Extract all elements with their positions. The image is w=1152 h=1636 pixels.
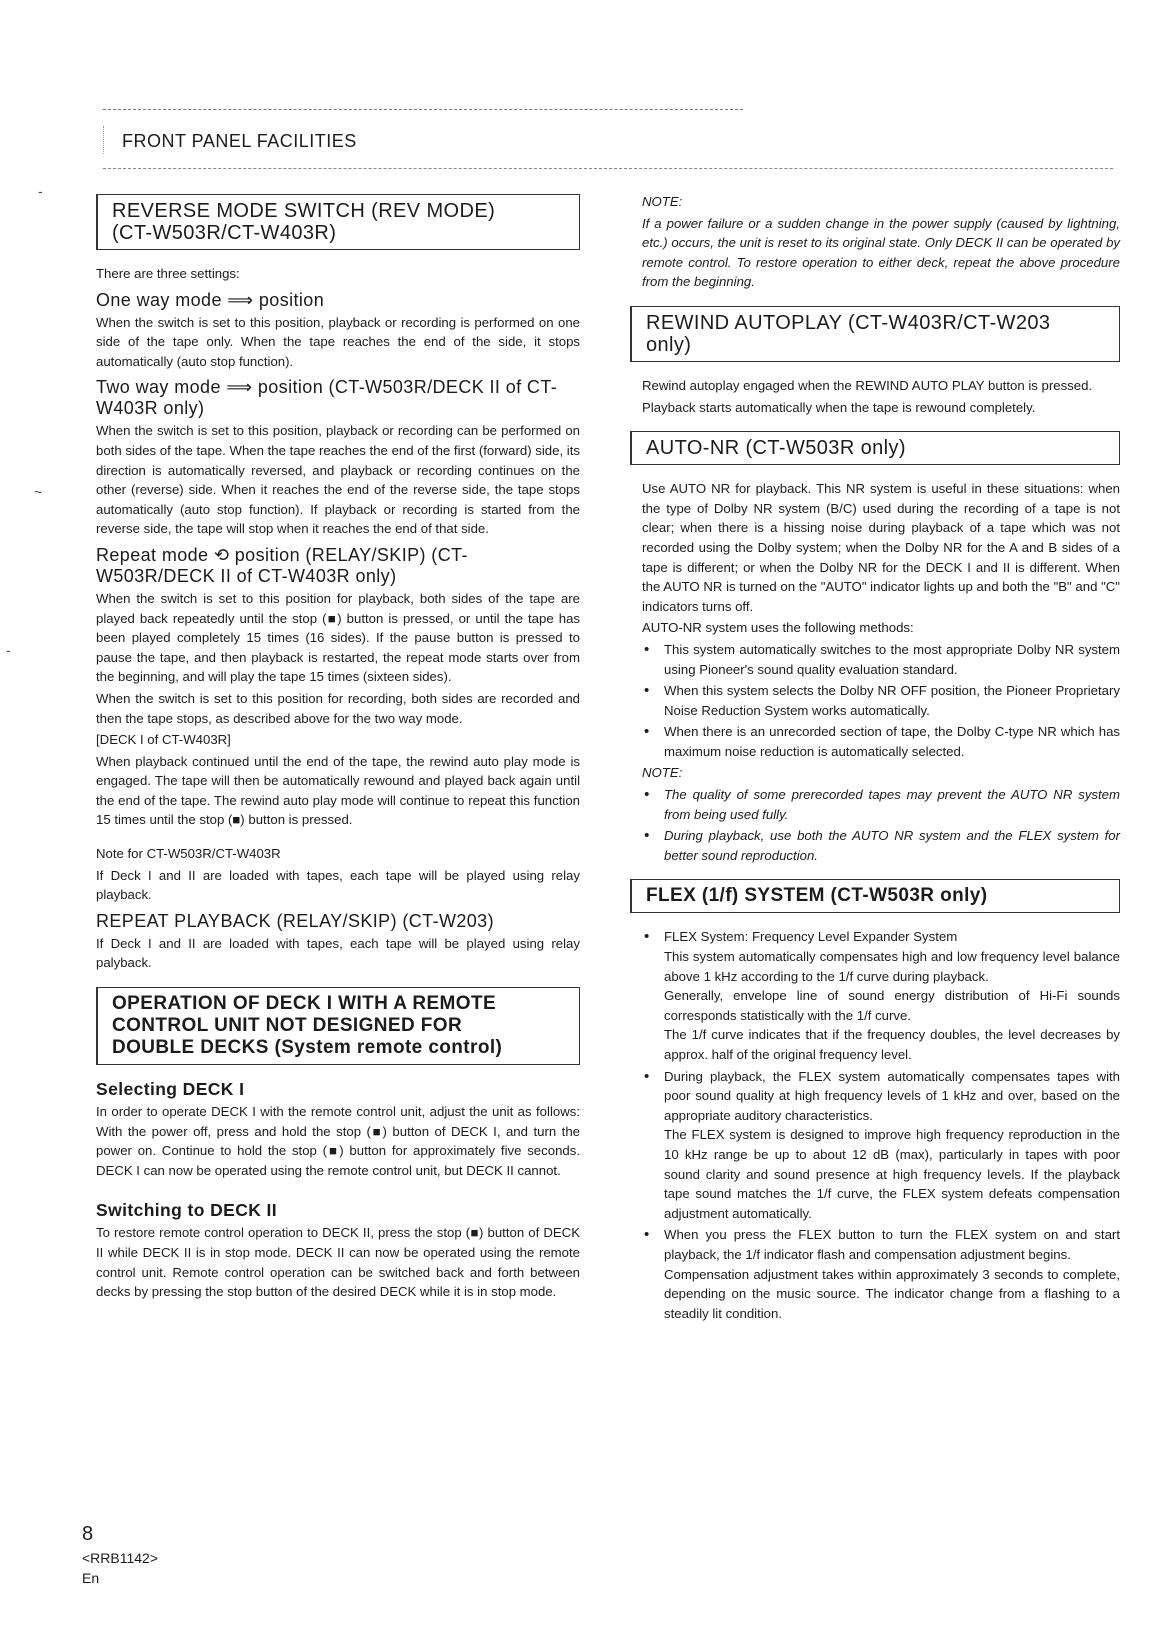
scan-mark: - [6,642,11,658]
operation-heading-line1: OPERATION OF DECK I WITH A REMOTE [112,993,497,1015]
flex-bullet-2-p1: • During playback, the FLEX system automatically compensates tapes with poor sound quality at high frequency levels of 1 kHz and over, based on the appropriate auditory characteristics. [664,1068,1120,1123]
repeat-note-label: Note for CT-W503R/CT-W403R [96,846,281,862]
auto-nr-note-bullets [642,785,1120,865]
header-divider [103,126,104,154]
spacer [96,975,580,987]
repeat-note-body: If Deck I and II are loaded with tapes, each tape will be played using relay playback. [96,867,580,903]
list-item [664,927,1120,1064]
rewind-heading-line2: only) [646,333,692,356]
repeat-body-1: When the switch is set to this position for playback, both sides of the tape are played back repeatedly until the stop (■) button is pressed, or until the tape has been played completely 15 times (16 sides). If the pause button is pressed to pause the tape, and then playback is restarted, the repeat mode starts over from the beginning, and will play the tape 15 times (sixteen sides). [96,590,580,685]
two-way-heading: Two way mode ⟹ position (CT-W503R/DECK II of CT-W403R only) [96,377,558,419]
repeat-deck-label: [DECK I of CT-W403R] [96,732,231,748]
repeat-heading: Repeat mode ⟲ position (RELAY/SKIP) (CT-W503R/DECK II of CT-W403R only) [96,544,468,586]
reverse-mode-heading-box [96,194,580,250]
flex-bullet-3-p1: • When you press the FLEX button to turn the FLEX system on and start playback, the 1/f indicator flash and compensation adjustment begins. [664,1227,1120,1262]
spacer [642,294,1120,306]
list-item: • This system automatically switches to the most appropriate Dolby NR system using Pioneer's sound quality evaluation standard. [664,640,1120,679]
header-rule-bottom [103,168,1113,169]
flex-bullet-2-p2: The FLEX system is designed to improve high frequency reproduction in the 10 kHz range be up to about 12 dB (max), particularly in tapes with poor sound clarity and sound presence at high frequency levels. If the playback tape sound matches the 1/f curve, the FLEX system defeats compensation adjustment automatically. [664,1127,1120,1221]
list-item: • When this system selects the Dolby NR OFF position, the Pioneer Proprietary Noise Reduction System works automatically. [664,681,1120,720]
rewind-body-2: Playback starts automatically when the tape is rewound completely. [642,399,1036,415]
flex-bullet-1-p1: This system automatically compensates high and low frequency level balance above 1 kHz according to the 1/f curve during playback. [664,949,1120,984]
operation-heading-box [96,987,580,1065]
auto-nr-note-label: NOTE: [642,765,683,781]
document-code: <RRB1142> [82,1550,159,1566]
repeat-body-3: When playback continued until the end of the tape, the rewind auto play mode is engaged. The tape will then be automatically rewound and played back again until the end of the tape. The rewind auto play mode will continue to repeat this function 15 times until the stop (■) button is pressed. [96,753,580,828]
left-column [96,194,580,1304]
list-item [664,1225,1120,1323]
repeat-body-2: When the switch is set to this position for recording, both sides are recorded and then the tape stops, as described above for the two way mode. [96,690,580,726]
spacer [96,1182,580,1194]
list-item: • When there is an unrecorded section of tape, the Dolby C-type NR which has maximum noise reduction is automatically selected. [664,722,1120,761]
auto-nr-heading: AUTO-NR (CT-W503R only) [646,437,906,460]
flex-bullet-1-p2: Generally, envelope line of sound energy distribution of Hi-Fi sounds corresponds statistically with the 1/f curve. [664,988,1120,1023]
spacer [642,867,1120,879]
top-note-label: NOTE: [642,194,683,209]
spacer [96,832,580,844]
rewind-heading-line1: REWIND AUTOPLAY (CT-W403R/CT-W203 [646,311,1051,334]
scan-mark: - [38,183,43,199]
reverse-mode-heading-line2: (CT-W503R/CT-W403R) [112,222,337,244]
operation-heading-line3: DOUBLE DECKS (System remote control) [112,1037,503,1059]
list-item: • During playback, use both the AUTO NR system and the FLEX system for better sound reproduction. [664,826,1120,865]
switching-deck-heading: Switching to DECK II [96,1200,278,1221]
repeat-w203-heading: REPEAT PLAYBACK (RELAY/SKIP) (CT-W203) [96,910,494,931]
flex-heading-box [630,879,1120,913]
language-code: En [82,1570,100,1586]
reverse-mode-heading-line1: REVERSE MODE SWITCH (REV MODE) [112,200,496,222]
auto-nr-body-2: AUTO-NR system uses the following methods: [642,620,914,636]
auto-nr-body-1: Use AUTO NR for playback. This NR system is useful in these situations: when the type of Dolby NR system (B/C) used during the recording of a tape is not clear; when there is a hissing noise during playback of a tape which was not recorded using the Dolby system; when the Dolby NR for the A and B sides of a tape is different; or when the Dolby NR for the DECK I and II is different. When the AUTO NR is turned on the "AUTO" indicator lights up and both the "B" and "C" indicators turns off. [642,481,1120,614]
scan-mark: ~ [34,484,43,500]
one-way-heading: One way mode ⟹ position [96,289,325,310]
operation-heading-line2: CONTROL UNIT NOT DESIGNED FOR [112,1015,463,1037]
selecting-deck-body: In order to operate DECK I with the remote control unit, adjust the unit as follows: With the power off, press and hold the stop (■) button of DECK I, and turn the power on. Continue to hold the stop (■) button for approximately five seconds. DECK I can now be operated using the remote control unit, but DECK II cannot. [96,1104,580,1178]
repeat-w203-body: If Deck I and II are loaded with tapes, each tape will be played using relay palyback. [96,935,580,971]
rewind-body-1: Rewind autoplay engaged when the REWIND AUTO PLAY button is pressed. [642,377,1093,393]
top-note-body: If a power failure or a sudden change in the power supply (caused by lightning, etc.) occurs, the unit is reset to its original state. Only DECK II can be operated by remote control. To restore operation to either deck, repeat the above procedure from the beginning. [642,215,1120,290]
list-item [664,1067,1120,1224]
flex-bullet-1-title: • FLEX System: Frequency Level Expander System [664,929,958,945]
two-way-body: When the switch is set to this position, playback or recording can be performed on both sides of the tape. When the tape reaches the end of the first (forward) side, its direction is automatically reversed, and playback or recording continues on the other (reverse) side. When it reaches the end of the reverse side, the tape stops automatically (auto stop function). If playback or recording is started from the reverse side, the tape will stop when it reaches the end of that side. [96,423,580,537]
selecting-deck-heading: Selecting DECK I [96,1079,245,1100]
right-column [642,192,1120,1325]
settings-intro: There are three settings: [96,266,240,281]
rewind-autoplay-heading-box [630,306,1120,362]
page-title: FRONT PANEL FACILITIES [122,131,357,151]
flex-bullets [642,927,1120,1323]
auto-nr-bullets [642,640,1120,762]
switching-deck-body: To restore remote control operation to DECK II, press the stop (■) button of DECK II while DECK II is in stop mode. DECK II can now be operated using the remote control unit. Remote control operation can be switched back and forth between decks by pressing the stop button of the desired DECK while it is in stop mode. [96,1225,580,1300]
header-rule-top [103,109,743,110]
spacer [642,419,1120,431]
flex-bullet-3-p2: Compensation adjustment takes within approximately 3 seconds to complete, depending on the music source. The indicator change from a flashing to a steadily lit condition. [664,1266,1120,1321]
auto-nr-heading-box [630,431,1120,465]
list-item: • The quality of some prerecorded tapes may prevent the AUTO NR system from being used fully. [664,785,1120,824]
page-number: 8 [82,1523,94,1545]
flex-bullet-1-p3: The 1/f curve indicates that if the frequency doubles, the level decreases by approx. half of the original frequency level. [664,1027,1120,1062]
one-way-body: When the switch is set to this position, playback or recording is performed on one side of the tape only. When the tape reaches the end of the side, it stops automatically (auto stop function). [96,314,580,369]
flex-heading: FLEX (1/f) SYSTEM (CT-W503R only) [646,885,988,907]
